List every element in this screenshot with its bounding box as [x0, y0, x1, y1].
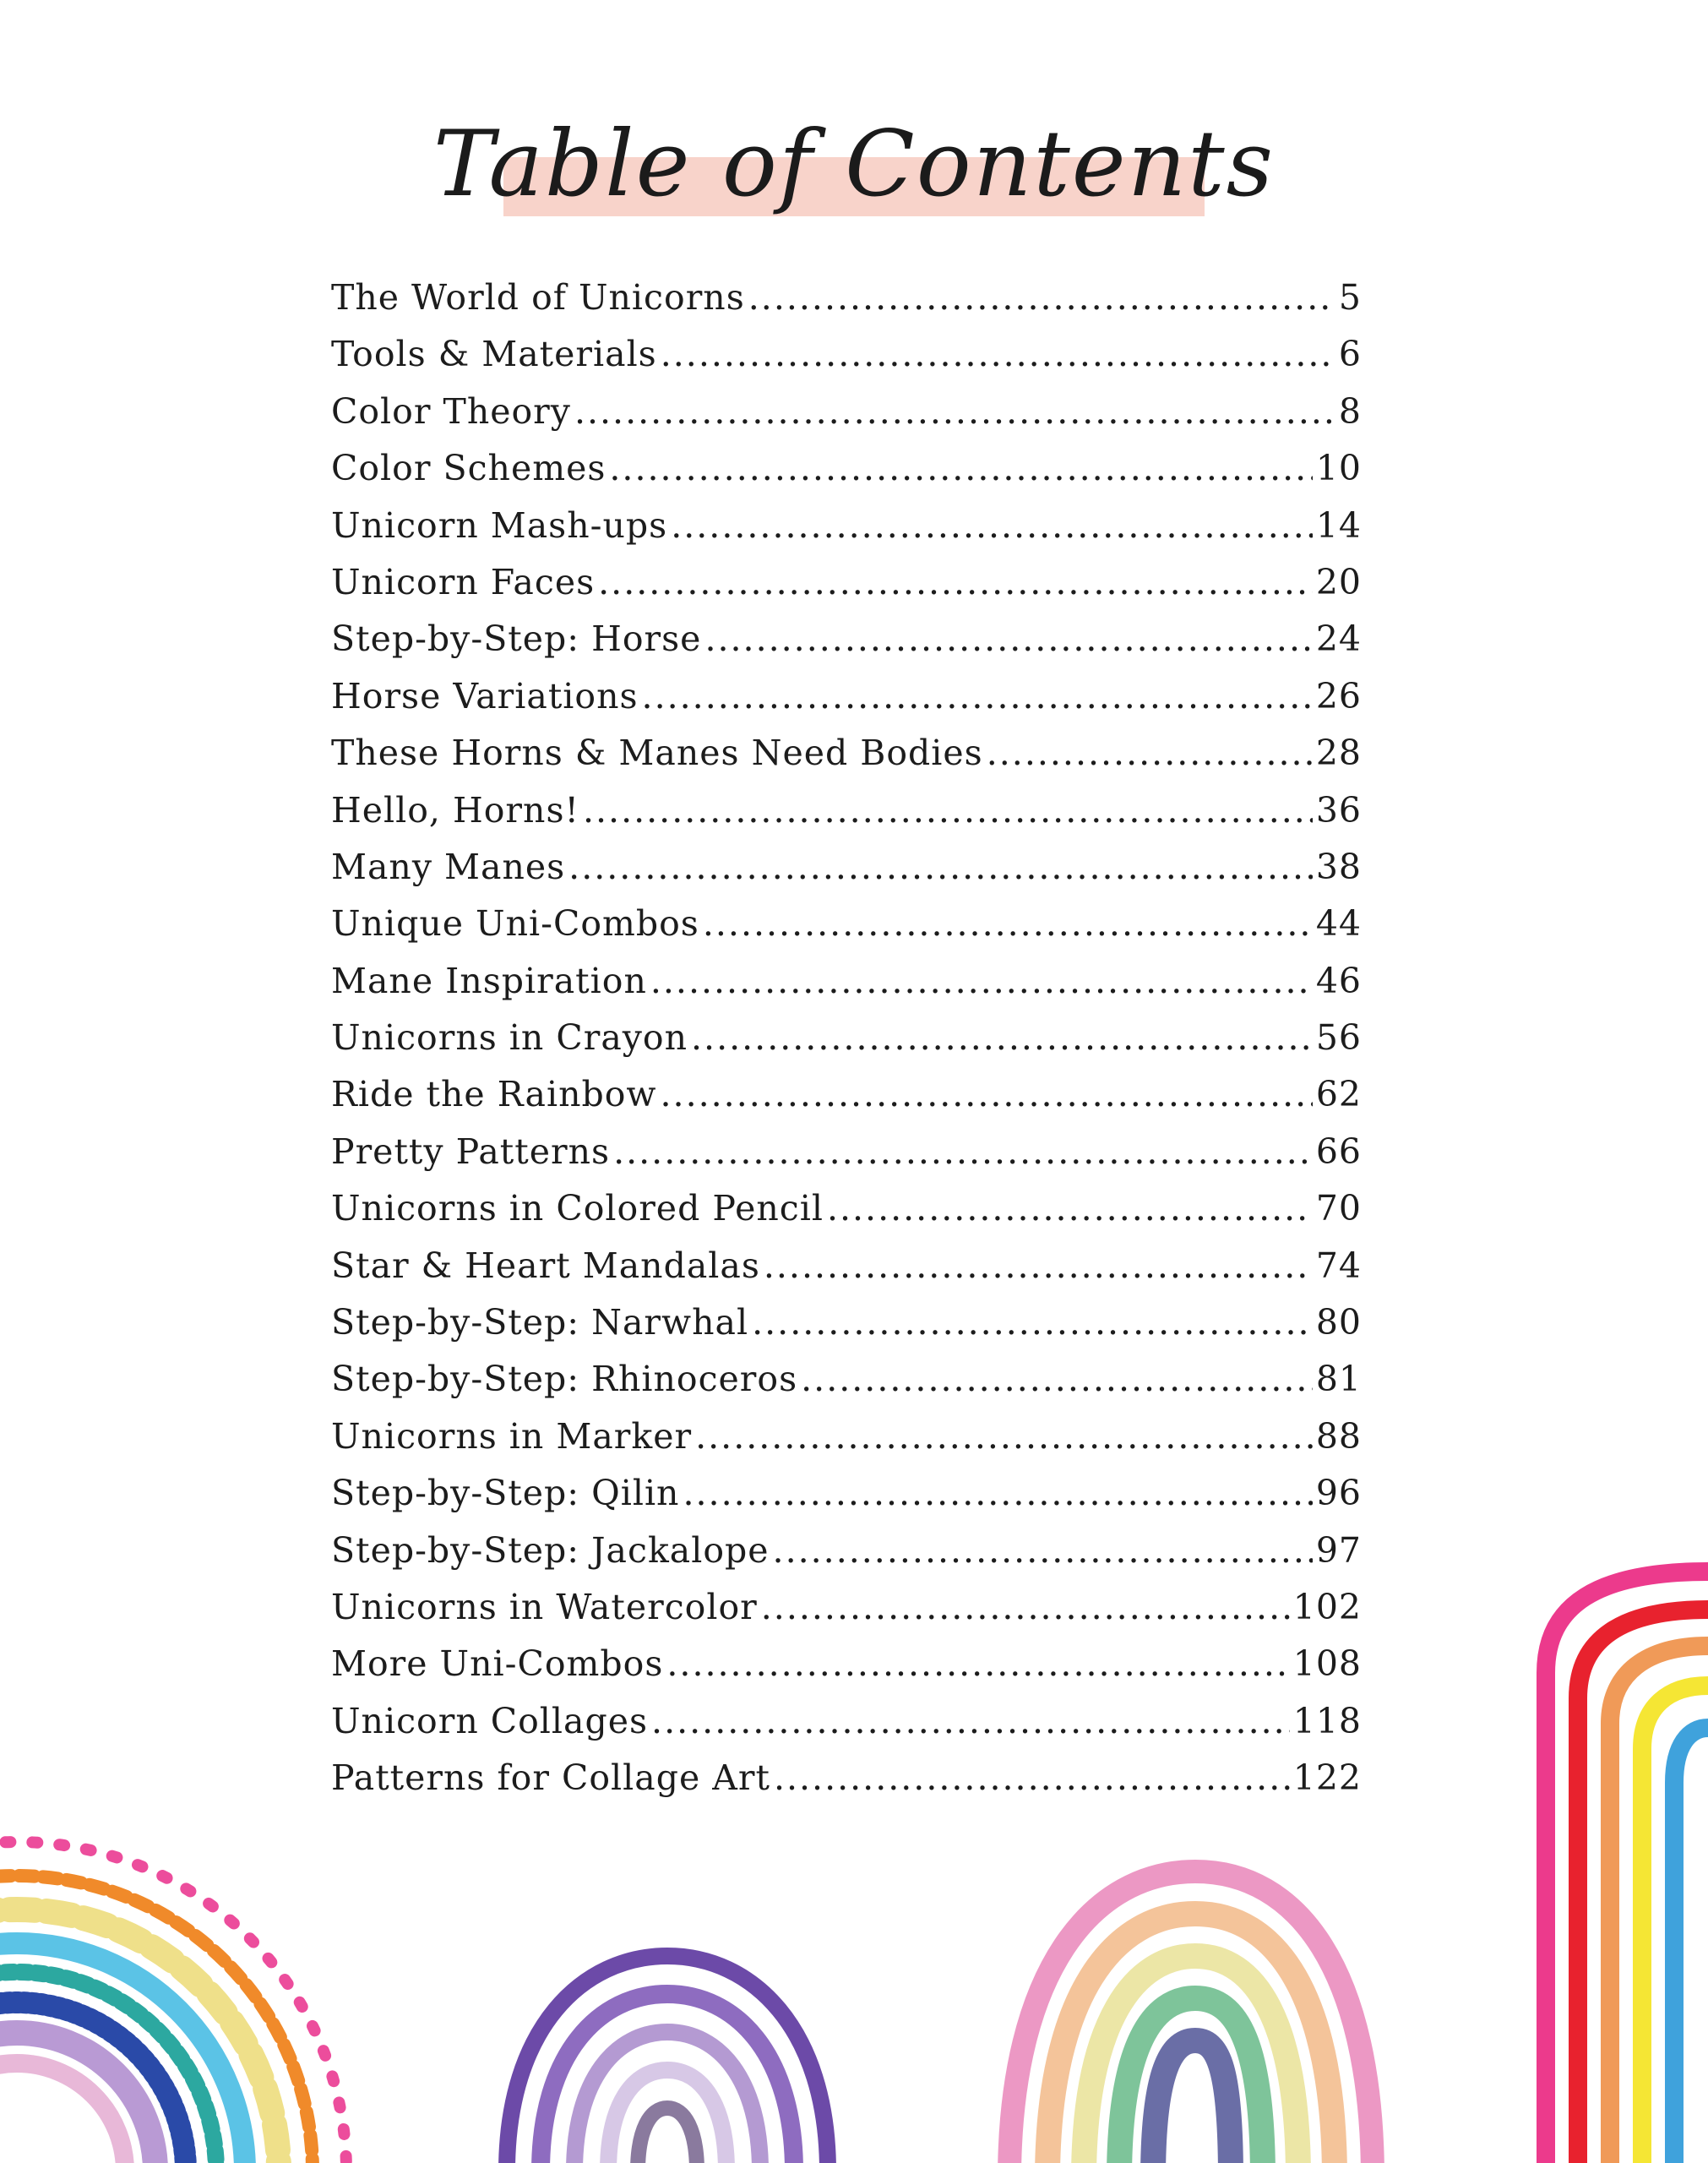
toc-entry [331, 1757, 1362, 1814]
toc-entry [331, 903, 1362, 960]
toc-entry-title: Unicorn Faces [331, 561, 596, 602]
toc-entry-title: Color Schemes [331, 448, 607, 489]
toc-entry-title: These Horns & Manes Need Bodies [331, 733, 983, 774]
page-title: Table of Contents [432, 112, 1276, 217]
toc-entry-page: 8 [1338, 390, 1362, 432]
toc-dot-leader [703, 903, 1313, 944]
toc-dot-leader [748, 277, 1335, 318]
toc-entry-page: 97 [1315, 1529, 1362, 1571]
toc-entry-page: 88 [1315, 1415, 1362, 1457]
toc-dot-leader [752, 1302, 1313, 1343]
toc-entry-page: 6 [1338, 334, 1362, 375]
toc-dot-leader [661, 334, 1335, 374]
toc-entry-title: Unicorn Mash-ups [331, 504, 668, 546]
toc-entry [331, 505, 1362, 562]
toc-dot-leader [661, 1074, 1313, 1114]
toc-dot-leader [613, 1131, 1313, 1172]
toc-entry [331, 1587, 1362, 1643]
toc-entry [331, 1245, 1362, 1302]
toc-entry-page: 38 [1315, 846, 1362, 887]
toc-entry-title: Step-by-Step: Horse [331, 618, 702, 660]
toc-dot-leader [695, 1416, 1313, 1457]
toc-entry-page: 108 [1292, 1643, 1362, 1685]
toc-entry-title: Tools & Materials [331, 334, 657, 375]
toc-entry-page: 66 [1315, 1131, 1362, 1172]
toc-dot-leader [761, 1587, 1290, 1627]
toc-entry [331, 1359, 1362, 1415]
toc-entry-title: Many Manes [331, 846, 566, 887]
toc-entry-page: 56 [1315, 1017, 1362, 1059]
toc-entry-page: 44 [1315, 903, 1362, 945]
toc-entry-title: Step-by-Step: Qilin [331, 1473, 680, 1514]
toc-entry-title: Unicorns in Marker [331, 1415, 693, 1457]
toc-entry-page: 26 [1315, 675, 1362, 716]
toc-entry-title: Horse Variations [331, 675, 639, 716]
toc-entry [331, 733, 1362, 789]
toc-entry-title: Step-by-Step: Rhinoceros [331, 1359, 798, 1400]
toc-dot-leader [801, 1359, 1313, 1399]
toc-dot-leader [650, 961, 1313, 1001]
toc-entry-page: 62 [1315, 1074, 1362, 1115]
toc-entry [331, 1416, 1362, 1473]
toc-entry-page: 96 [1315, 1473, 1362, 1514]
toc-entry [331, 1302, 1362, 1359]
toc-dot-leader [651, 1701, 1290, 1741]
toc-entry-title: Mane Inspiration [331, 960, 647, 1001]
toc-dot-leader [704, 618, 1312, 659]
toc-entry-page: 80 [1315, 1302, 1362, 1343]
toc-entry-title: Ride the Rainbow [331, 1074, 657, 1115]
toc-entry [331, 1530, 1362, 1587]
toc-entry [331, 1131, 1362, 1188]
toc-entry-title: Unicorns in Colored Pencil [331, 1188, 824, 1229]
toc-dot-leader [683, 1473, 1312, 1513]
toc-entry [331, 618, 1362, 675]
toc-entry-title: Patterns for Collage Art [331, 1757, 770, 1799]
toc-dot-leader [598, 562, 1313, 602]
rainbow-illustration-purple [490, 1935, 845, 2163]
toc-entry-page: 24 [1315, 618, 1362, 660]
toc-entry-title: Star & Heart Mandalas [331, 1245, 760, 1286]
toc-dot-leader [574, 391, 1335, 432]
toc-entry [331, 1701, 1362, 1757]
toc-entry-page: 5 [1338, 277, 1362, 318]
toc-entry-page: 81 [1315, 1359, 1362, 1400]
toc-entry [331, 562, 1362, 618]
toc-entry [331, 277, 1362, 334]
toc-entry-page: 102 [1292, 1586, 1362, 1627]
rainbow-illustration-right [1529, 1555, 1708, 2163]
toc-entry [331, 1074, 1362, 1131]
toc-entry [331, 1643, 1362, 1700]
toc-entry-title: Pretty Patterns [331, 1131, 611, 1172]
toc-entry [331, 1017, 1362, 1074]
toc-entry-page: 46 [1315, 960, 1362, 1001]
toc-entry [331, 448, 1362, 504]
toc-entry-title: Color Theory [331, 390, 571, 432]
toc-dot-leader [987, 733, 1313, 773]
toc-entry-title: Step-by-Step: Narwhal [331, 1302, 749, 1343]
toc-entry-title: More Uni-Combos [331, 1643, 664, 1685]
toc-dot-leader [773, 1530, 1313, 1571]
toc-dot-leader [671, 505, 1313, 546]
toc-entry-page: 74 [1315, 1245, 1362, 1286]
toc-entry-page: 70 [1315, 1188, 1362, 1229]
toc-dot-leader [583, 790, 1313, 831]
toc-dot-leader [827, 1188, 1313, 1229]
toc-entry [331, 676, 1362, 733]
toc-entry [331, 1188, 1362, 1245]
toc-entry [331, 1473, 1362, 1529]
title-block [0, 101, 1708, 228]
toc-dot-leader [691, 1017, 1313, 1058]
toc-entry-title: The World of Unicorns [331, 277, 745, 318]
toc-entry-page: 122 [1292, 1757, 1362, 1799]
toc-entry-page: 28 [1315, 733, 1362, 774]
toc-entry [331, 334, 1362, 390]
toc-entry-title: Unicorns in Watercolor [331, 1586, 758, 1627]
toc-dot-leader [642, 676, 1313, 716]
toc-entry-title: Unique Uni-Combos [331, 903, 699, 945]
toc-entry [331, 790, 1362, 847]
toc-entry-title: Unicorn Collages [331, 1700, 649, 1741]
rainbow-illustration-pastel [984, 1842, 1390, 2163]
toc-entry [331, 961, 1362, 1017]
toc-entry-page: 10 [1315, 448, 1362, 489]
toc-entry-page: 36 [1315, 789, 1362, 831]
toc-entry-page: 14 [1315, 504, 1362, 546]
toc-entry-page: 20 [1315, 561, 1362, 602]
rainbow-illustration-left [0, 1698, 389, 2163]
toc-dot-leader [774, 1757, 1290, 1798]
toc-dot-leader [568, 847, 1313, 887]
toc-dot-leader [666, 1643, 1289, 1684]
toc-entry-title: Step-by-Step: Jackalope [331, 1529, 770, 1571]
toc-entry [331, 391, 1362, 448]
toc-dot-leader [764, 1245, 1313, 1286]
toc-dot-leader [609, 448, 1312, 488]
toc-entry-page: 118 [1292, 1700, 1362, 1741]
toc-entry [331, 847, 1362, 903]
toc-entry-title: Hello, Horns! [331, 789, 579, 831]
toc-entry-title: Unicorns in Crayon [331, 1017, 688, 1059]
table-of-contents [331, 277, 1362, 1815]
